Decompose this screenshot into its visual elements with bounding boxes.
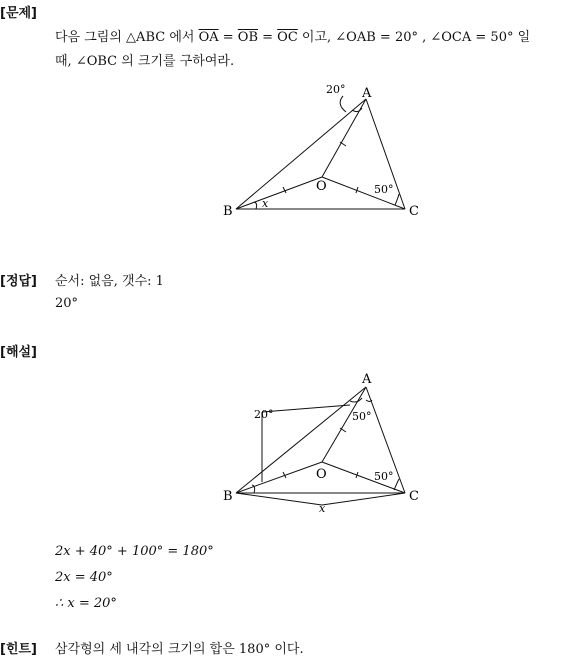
- hint-text: 삼각형의 세 내각의 크기의 합은 180° 이다.: [55, 642, 304, 657]
- point-o-label: O: [316, 179, 327, 194]
- equals-2: =: [258, 30, 278, 45]
- angle-arc-c-2: [394, 479, 399, 490]
- segment-oa-line-2: [322, 387, 366, 462]
- bottom-x-label: x: [319, 502, 326, 515]
- segment-ob-line-2: [236, 462, 322, 493]
- solution-step-3: ∴ x = 20°: [55, 596, 117, 611]
- solution-step-1: 2x + 40° + 100° = 180°: [55, 544, 214, 559]
- vertex-c-label: C: [409, 204, 419, 219]
- vertex-a-label-2: A: [362, 372, 372, 387]
- vertex-c-label-2: C: [409, 489, 419, 504]
- answer-meta: 순서: 없음, 갯수: 1: [55, 274, 164, 289]
- angle-20-label: 20°: [326, 83, 346, 96]
- segment-oc: $\overline{OC}$: [277, 30, 298, 45]
- problem-header: [문제]: [0, 6, 37, 21]
- angle-50-label-c: 50°: [374, 470, 394, 483]
- hint-header: [힌트]: [0, 642, 37, 657]
- solution-step-2: 2x = 40°: [55, 570, 113, 585]
- angle-arc-b-2: [252, 485, 255, 493]
- solution-header: [해설]: [0, 345, 37, 360]
- angle-50-label-a: 50°: [352, 410, 372, 423]
- lower-left: [236, 493, 322, 505]
- side-ab-2: [236, 387, 366, 493]
- answer-value: 20°: [55, 296, 79, 311]
- angle-x-label: x: [262, 197, 269, 210]
- lower-right: [322, 493, 405, 505]
- angle-50-label: 50°: [374, 183, 394, 196]
- problem-line-2: 때, ∠OBC 의 크기를 구하여라.: [55, 54, 235, 69]
- problem-text-a: 다음 그림의 △ABC 에서: [55, 30, 199, 45]
- vertex-a-label: A: [362, 86, 372, 101]
- point-o-label-2: O: [316, 467, 327, 482]
- vertex-b-label-2: B: [223, 489, 233, 504]
- answer-header: [정답]: [0, 274, 37, 289]
- segment-oa: $\overline{OA}$: [198, 30, 219, 45]
- equals-1: =: [218, 30, 238, 45]
- angle-20-label-2: 20°: [254, 408, 274, 421]
- vertex-b-label: B: [223, 204, 233, 219]
- segment-ob: $\overline{OB}$: [237, 30, 258, 45]
- problem-text-b: 이고, ∠OAB = 20° , ∠OCA = 50° 일: [297, 30, 531, 45]
